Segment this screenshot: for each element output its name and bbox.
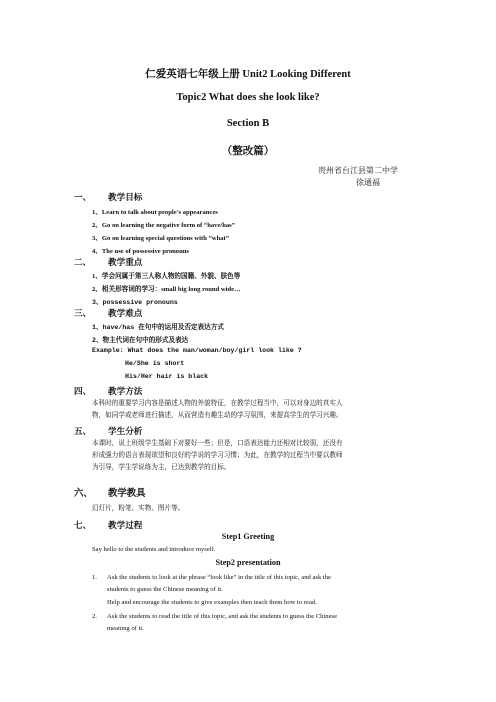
doc-subtitle: Topic2 What does she look like? xyxy=(176,92,320,103)
ordered-list-item xyxy=(92,574,432,614)
list-number: 2. xyxy=(92,613,97,620)
paragraph-line: 物，如同学或老师进行描述，从而营造有趣生动的学习氛围，来提高学生的学习兴趣。 xyxy=(92,412,343,419)
section-heading xyxy=(74,519,142,531)
step-text: Say hello to the students and introduce myself. xyxy=(92,546,216,553)
section-heading xyxy=(74,256,142,268)
paragraph-line: 形成强力的语言表现欲望和良好的学说的学习习惯；为此，在教学的过程当中要以教师 xyxy=(92,452,343,459)
list-text: Help and encourage the students to give examples then teach them how to read. xyxy=(107,599,317,606)
list-item: 1、have/has 在句中的运用及否定表达方式 xyxy=(92,324,224,331)
paragraph-line: 本科时的重要学习内容是描述人物的外貌特征，在教学过程当中，可以对身边的真实人 xyxy=(92,400,343,407)
list-item: 3、Go on learning special questions with “what” xyxy=(92,235,230,242)
list-item: 3、possessive pronouns xyxy=(92,299,178,306)
list-text: Ask the students to look at the phrase “look like” in the title of this topic, and ask the xyxy=(107,574,331,581)
list-item: 2、相关形容词的学习：small big long round wide… xyxy=(92,286,241,293)
list-number: 1. xyxy=(92,574,97,581)
section-number: 六、 xyxy=(74,489,93,499)
section-title: 教学难点 xyxy=(108,308,143,318)
list-item: 2、物主代词在句中的形式及表达 xyxy=(92,337,189,344)
section-number: 二、 xyxy=(74,257,92,267)
list-text: meaning of it. xyxy=(107,625,144,632)
section-title: 教学目标 xyxy=(108,192,143,202)
example-line: His/Her hair is black xyxy=(125,373,209,380)
doc-revision-note: （整改篇） xyxy=(221,146,275,157)
section-title: 教学教具 xyxy=(108,489,146,499)
section-number: 五、 xyxy=(74,426,92,436)
section-heading xyxy=(74,485,146,499)
paragraph-line: 本课时，说上班级学生基础下对要好一些；但是，口语表达能力还相对比较弱，还没有 xyxy=(92,440,343,447)
section-number: 一、 xyxy=(74,192,92,202)
section-title: 教学重点 xyxy=(108,257,143,267)
author-name: 徐通福 xyxy=(356,178,380,187)
example-line: He/She is short xyxy=(125,360,185,367)
section-title: 教学过程 xyxy=(108,520,143,530)
paragraph-line: 幻灯片，粉笔、实物、图片等。 xyxy=(92,505,185,512)
list-item: 4、The use of possessive pronouns xyxy=(92,248,189,255)
list-text: Ask the students to read the title of this topic, and ask the students to guess the Chinese xyxy=(107,613,338,620)
step-title: Step2 presentation xyxy=(215,558,281,567)
list-item: 1、学会问属于第三人称人物的国籍、外貌、肤色等 xyxy=(92,273,241,280)
list-item: 1、Learn to talk about people's appearances xyxy=(92,209,218,216)
step-title: Step1 Greeting xyxy=(221,532,275,541)
section-heading xyxy=(74,385,142,397)
section-number: 四、 xyxy=(74,386,92,396)
section-heading xyxy=(74,425,142,437)
section-number: 七、 xyxy=(74,520,92,530)
list-item: 2、Go on learning the negative form of “have/has” xyxy=(92,222,236,229)
paragraph-line: 为引导，学生学说练为主，已达到教学的目标。 xyxy=(92,464,231,471)
section-heading xyxy=(74,307,142,319)
list-text: students to guess the Chinese meaning of it. xyxy=(107,586,223,593)
author-school: 贵州省台江县第二中学 xyxy=(318,166,398,175)
example-line: Example: What does the man/woman/boy/girl look like ? xyxy=(92,347,302,354)
section-title: 教学方法 xyxy=(108,386,143,396)
doc-title: 仁爱英语七年级上册 Unit2 Looking Different xyxy=(145,69,351,80)
section-number: 三、 xyxy=(74,308,92,318)
doc-section-label: Section B xyxy=(226,118,270,129)
section-title: 学生分析 xyxy=(108,426,143,436)
ordered-list-item xyxy=(92,613,432,641)
section-heading xyxy=(74,191,142,203)
